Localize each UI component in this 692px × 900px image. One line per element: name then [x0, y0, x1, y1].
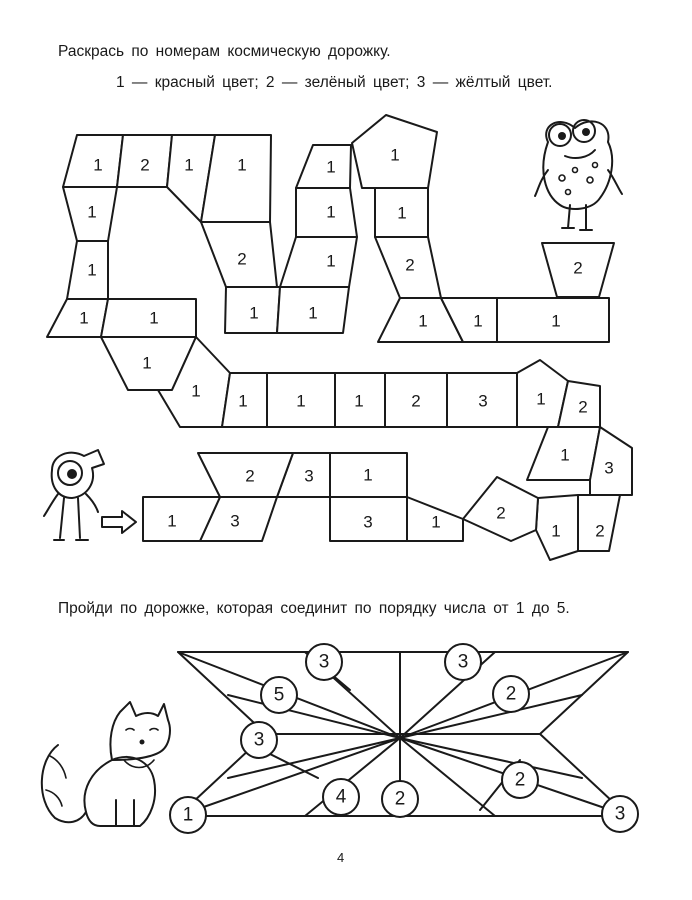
path-cell-number: 2 [411, 391, 421, 411]
path-cell-number: 3 [604, 458, 614, 478]
page-number: 4 [337, 850, 345, 865]
arrow-right-icon [102, 511, 136, 533]
path-cell-number: 2 [245, 466, 255, 486]
path-cell-number: 2 [405, 255, 415, 275]
path-cell-number: 1 [79, 308, 89, 328]
path-cell-number: 1 [93, 155, 103, 175]
path-cell-number: 1 [551, 311, 561, 331]
path-cell-number: 1 [238, 391, 248, 411]
path-cell-number: 1 [536, 389, 546, 409]
path-cell-number: 1 [363, 465, 373, 485]
path-cell-number: 1 [326, 157, 336, 177]
path-cell-number: 2 [496, 503, 506, 523]
path-cell-number: 1 [326, 202, 336, 222]
path-cell-number: 1 [308, 303, 318, 323]
maze-node-number: 3 [318, 651, 330, 673]
path-cell-number: 1 [390, 145, 400, 165]
path-cell-number: 2 [140, 155, 150, 175]
maze-node-number: 2 [505, 683, 517, 705]
path-cell-number: 1 [551, 521, 561, 541]
alien-monster-illustration [535, 120, 622, 230]
path-cell-number: 1 [473, 311, 483, 331]
path-cell[interactable] [47, 299, 108, 337]
task-instruction-coloring: Раскрась по номерам космическую дорожку. [58, 43, 391, 60]
path-cell-number: 1 [87, 202, 97, 222]
path-cell-number: 1 [431, 512, 441, 532]
path-cell-number: 1 [249, 303, 259, 323]
path-cell-number: 2 [573, 258, 583, 278]
path-cell-number: 1 [326, 251, 336, 271]
one-eyed-alien-illustration [44, 450, 104, 540]
path-cell-number: 3 [478, 391, 488, 411]
path-cell-number: 1 [184, 155, 194, 175]
path-cell-number: 1 [149, 308, 159, 328]
path-cell-number: 2 [237, 249, 247, 269]
path-cell[interactable] [280, 237, 357, 287]
path-cell-number: 1 [354, 391, 364, 411]
path-cell-number: 1 [167, 511, 177, 531]
maze-node-number: 2 [514, 769, 526, 791]
path-cell-number: 3 [363, 512, 373, 532]
path-cell-number: 3 [304, 466, 314, 486]
maze-node-number: 3 [457, 651, 469, 673]
path-cell-number: 1 [142, 353, 152, 373]
path-cell-number: 1 [87, 260, 97, 280]
maze-node-number: 2 [394, 788, 406, 810]
maze-node-number: 4 [335, 786, 347, 808]
maze-node-number: 5 [273, 684, 285, 706]
path-cell[interactable] [296, 145, 351, 188]
fox-illustration [42, 702, 170, 826]
path-cell-number: 3 [230, 511, 240, 531]
path-cell-number: 2 [595, 521, 605, 541]
maze-node-number: 3 [253, 729, 265, 751]
path-cell-number: 1 [397, 203, 407, 223]
path-cell-number: 1 [191, 381, 201, 401]
path-cell-number: 2 [578, 397, 588, 417]
path-cell-number: 1 [418, 311, 428, 331]
path-cell-number: 1 [296, 391, 306, 411]
path-cell-number: 1 [560, 445, 570, 465]
task-instruction-maze: Пройди по дорожке, которая соединит по порядку числа от 1 до 5. [58, 600, 570, 617]
maze-node-number: 1 [182, 804, 194, 826]
path-cell-number: 1 [237, 155, 247, 175]
color-legend: 1 — красный цвет; 2 — зелёный цвет; 3 — жёлтый цвет. [116, 74, 553, 91]
maze-node-number: 3 [614, 803, 626, 825]
